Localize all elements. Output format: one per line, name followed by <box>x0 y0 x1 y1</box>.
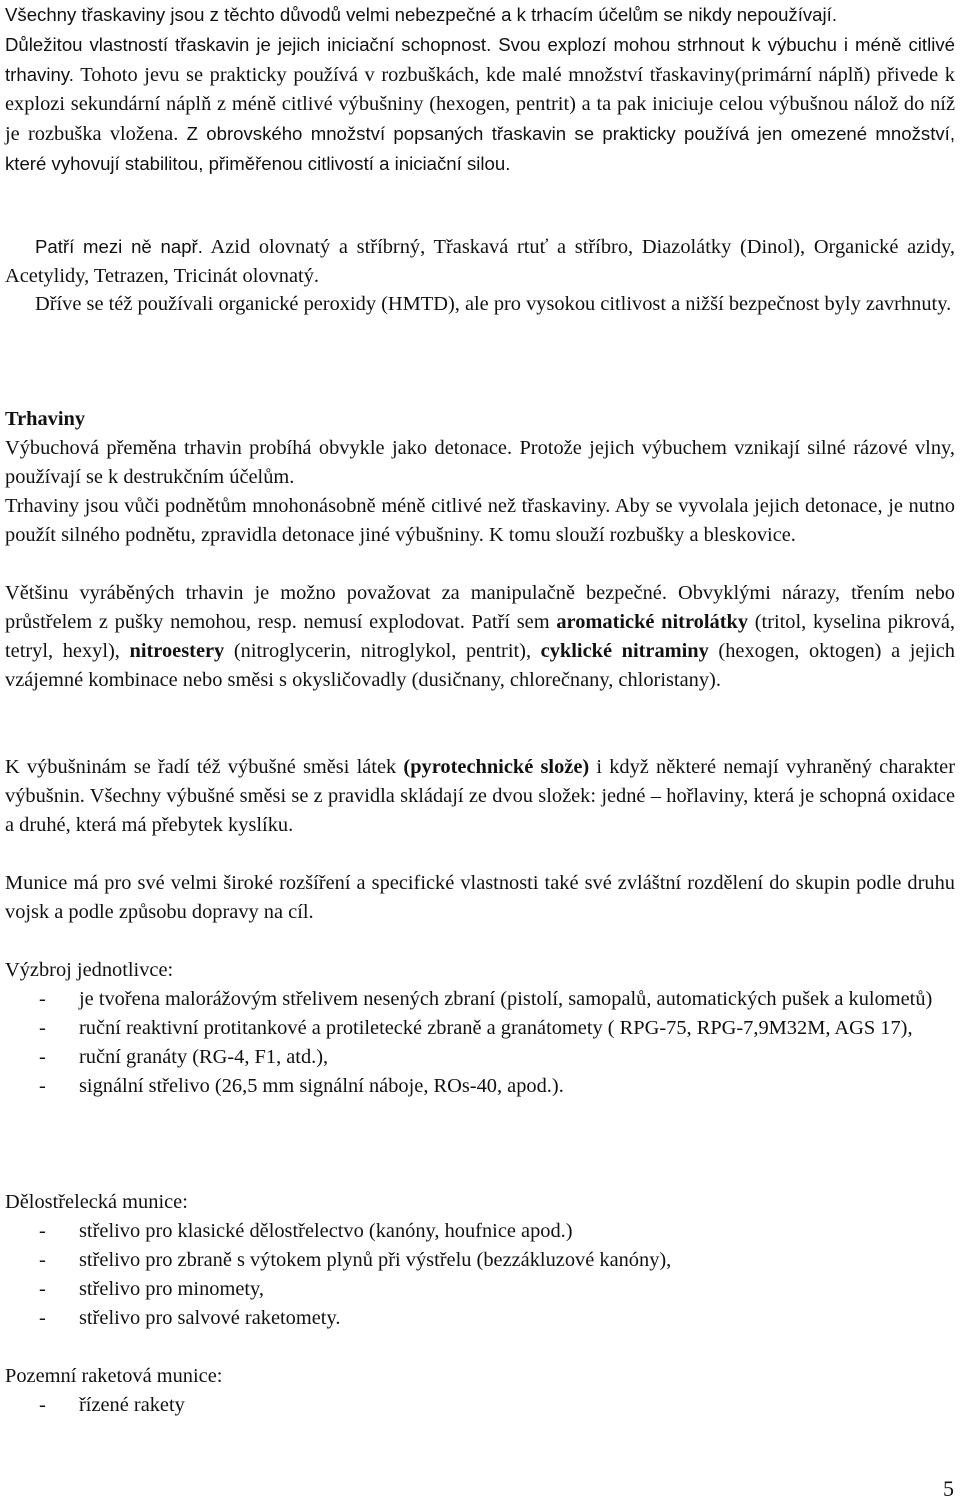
list-item-text: střelivo pro minomety, <box>79 1278 264 1300</box>
paragraph-trhaviny-detonace: Výbuchová přeměna trhavin probíhá obvykle jako detonace. Protože jejich výbuchem vznikají silné rázové vlny, používají se k destrukčním účelům. <box>5 437 955 488</box>
dash-bullet: - <box>39 1278 46 1300</box>
sentence-iniciacni-schopnost: Důležitou vlastností třaskavin je jejich iniciační schopnost. Svou explozí mohou strhnout k výbuchu i méně citlivé trhaviny. <box>5 34 955 85</box>
list-item-text: ruční reaktivní protitankové a protiletecké zbraně a granátomety ( RPG-75, RPG-7,9M32M, AGS 17), <box>79 1017 913 1039</box>
paragraph-peroxidy: Dříve se též používali organické peroxidy (HMTD), ale pro vysokou citlivost a nižší bezpečnost byly zavrhnuty. <box>35 293 952 315</box>
list-vyzbroj-jednotlivce <box>0 985 955 1101</box>
list-item-text: střelivo pro klasické dělostřelectvo (kanóny, houfnice apod.) <box>79 1220 573 1242</box>
dash-bullet: - <box>39 1249 46 1271</box>
sentence-omezene-mnozstvi: Z obrovského množství popsaných třaskavin se prakticky používá jen omezené množství, které vyhovují stabilitou, přiměřenou citlivostí a iniciační silou. <box>5 123 955 174</box>
list-item <box>0 1014 955 1043</box>
paragraph-trhaviny-bezpecne <box>5 579 955 695</box>
dash-bullet: - <box>39 988 46 1010</box>
term-pyrotechnicke-sloze: (pyrotechnické slože) <box>403 756 590 778</box>
dash-bullet: - <box>39 1017 46 1039</box>
label-vyzbroj-jednotlivce: Výzbroj jednotlivce: <box>5 959 174 981</box>
list-item-text: je tvořena malorážovým střelivem nesených zbraní (pistolí, samopalů, automatických pušek a kulometů) <box>79 988 933 1010</box>
text-span: K výbušninám se řadí též výbušné směsi látek <box>5 756 404 778</box>
list-item <box>0 1391 955 1420</box>
list-item <box>0 1275 955 1304</box>
paragraph-patri-mezi-ne <box>5 232 955 291</box>
text-span: (tritol, kyselina pikrová, tetryl, hexyl), <box>5 611 956 662</box>
list-item-text: střelivo pro salvové raketomety. <box>79 1307 341 1329</box>
text-span: (hexogen, oktogen) a jejich vzájemné kombinace nebo směsi s okysličovadly (dusičnany, chlorečnany, chloristany). <box>5 640 955 691</box>
list-item-text: střelivo pro zbraně s výtokem plynů při výstřelu (bezzákluzové kanóny), <box>79 1249 672 1271</box>
list-item-text: řízené rakety <box>79 1394 185 1416</box>
label-delostrelecka-munice: Dělostřelecká munice: <box>5 1191 188 1213</box>
sentence-nebezpecne: Všechny třaskaviny jsou z těchto důvodů velmi nebezpečné a k trhacím účelům se nikdy nepoužívají. <box>5 4 837 25</box>
dash-bullet: - <box>39 1075 46 1097</box>
dash-bullet: - <box>39 1394 46 1416</box>
dash-bullet: - <box>39 1220 46 1242</box>
list-item <box>0 1072 955 1101</box>
paragraph-pyrotechnicke-sloze <box>5 753 955 840</box>
text-span: (nitroglycerin, nitroglykol, pentrit), <box>224 640 541 662</box>
text-span: Většinu vyráběných trhavin je možno považovat za manipulačně bezpečné. Obvyklými nárazy, třením nebo průstřelem z pušky nemohou, resp. nemusí explodovat. Patří sem <box>5 582 955 633</box>
paragraph-trhaviny-citlivost: Trhaviny jsou vůči podnětům mnohonásobně méně citlivé než třaskaviny. Aby se vyvolala jejich detonace, je nutno použít silného podnětu, zpravidla detonace jiné výbušniny. K tomu slouží rozbušky a bleskovice. <box>5 495 955 546</box>
sentence-patri-mezi-ne: Patří mezi ně např. <box>35 236 203 257</box>
list-delostrelecka-munice <box>0 1217 955 1333</box>
sentence-rozbusky: Tohoto jevu se prakticky používá v rozbuškách, kde malé množství třaskaviny(primární náplň) přivede k explozi sekundární náplň z méně citlivé výbušniny (hexogen, pentrit) a ta pak iniciuje celou výbušnou nálož do níž je rozbuška vložena. <box>5 64 956 145</box>
term-nitroestery: nitroestery <box>129 640 225 662</box>
list-of-traskaviny: Azid olovnatý a stříbrný, Třaskavá rtuť a stříbro, Diazolátky (Dinol), Organické azidy, Acetylidy, Tetrazen, Tricinát olovnatý. <box>5 236 956 287</box>
dash-bullet: - <box>39 1046 46 1068</box>
page-number: 5 <box>943 1476 954 1501</box>
term-aromaticke-nitrolatky: aromatické nitrolátky <box>556 611 749 633</box>
list-item <box>0 1043 955 1072</box>
text-span: i když některé nemají vyhraněný charakter výbušnin. Všechny výbušné směsi se z pravidla skládají ze dvou složek: jedné – hořlaviny, která je schopná oxidace a druhé, která má přebytek kyslíku. <box>5 756 955 836</box>
list-item <box>0 985 955 1014</box>
list-item-text: signální střelivo (26,5 mm signální náboje, ROs-40, apod.). <box>79 1075 564 1097</box>
term-cyklicke-nitraminy: cyklické nitraminy <box>540 640 709 662</box>
label-pozemni-raketova-munice: Pozemní raketová munice: <box>5 1365 223 1387</box>
list-item-text: ruční granáty (RG-4, F1, atd.), <box>79 1046 329 1068</box>
list-pozemni-raketova-munice <box>0 1391 955 1420</box>
heading-trhaviny: Trhaviny <box>5 408 86 430</box>
list-item <box>0 1304 955 1333</box>
dash-bullet: - <box>39 1307 46 1329</box>
list-item <box>0 1217 955 1246</box>
paragraph-munice: Munice má pro své velmi široké rozšíření a specifické vlastnosti také své zvláštní rozdělení do skupin podle druhu vojsk a podle způsobu dopravy na cíl. <box>5 872 955 923</box>
paragraph-traskaviny-intro <box>5 0 955 179</box>
list-item <box>0 1246 955 1275</box>
